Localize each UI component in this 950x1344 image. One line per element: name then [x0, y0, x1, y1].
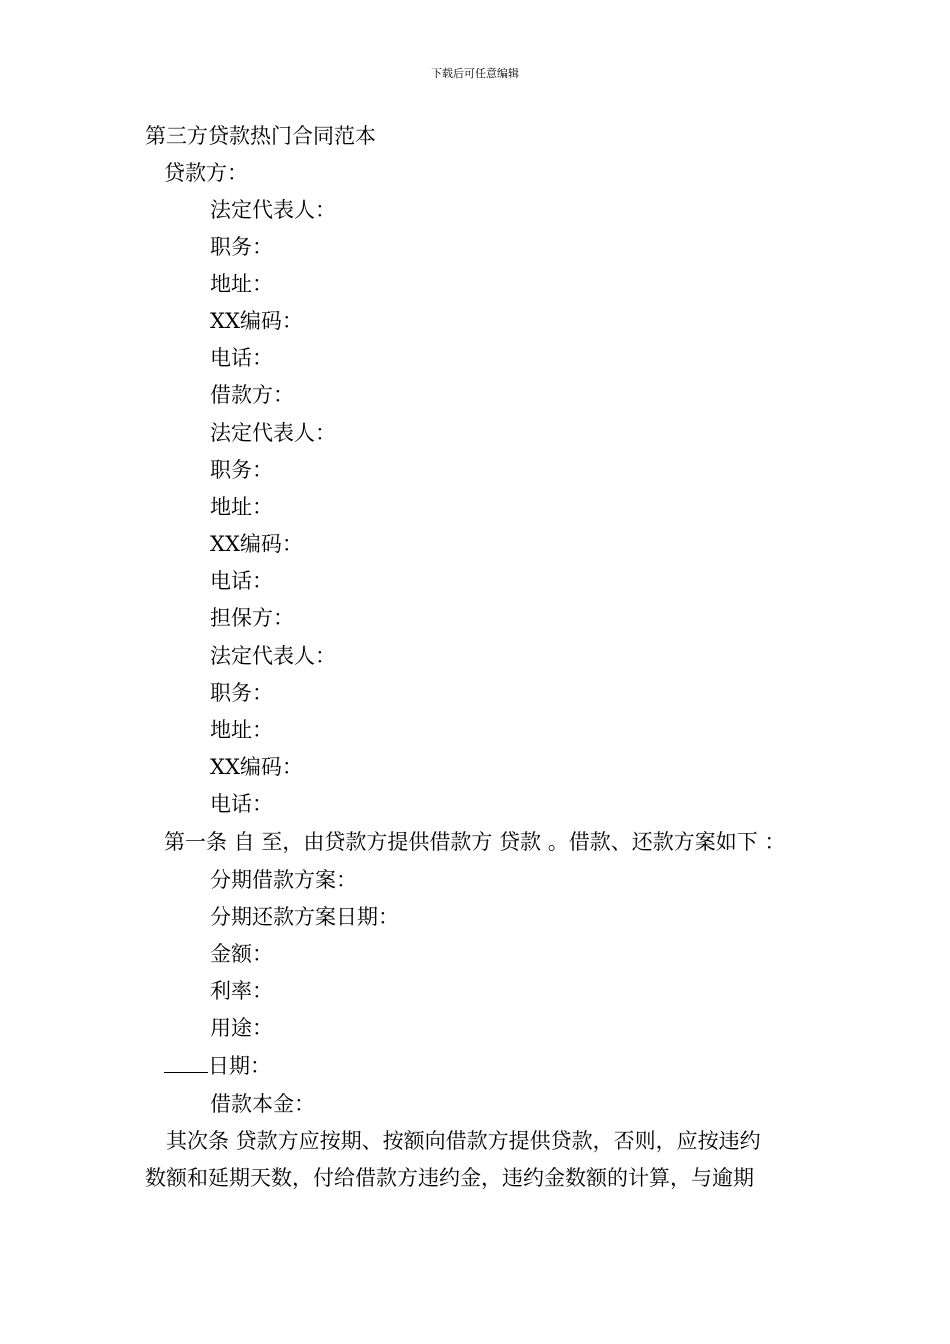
article-1-date-line — [164, 1052, 271, 1080]
borrower-representative: 法定代表人： — [210, 421, 336, 445]
blank-underline — [164, 1054, 208, 1073]
article-1-principal: 借款本金： — [210, 1092, 315, 1116]
guarantor-label: 担保方： — [210, 606, 294, 630]
article-1-amount: 金额： — [210, 942, 273, 966]
article-1-text: 第一条 自 至，由贷款方提供借款方 贷款 。借款、还款方案如下 ： — [164, 830, 786, 854]
guarantor-postcode: XX编码： — [210, 755, 303, 779]
borrower-position: 职务： — [210, 458, 273, 482]
guarantor-representative: 法定代表人： — [210, 644, 336, 668]
article-1-repayment-date: 分期还款方案日期： — [210, 905, 399, 929]
article-1-purpose: 用途： — [210, 1016, 273, 1040]
lender-representative: 法定代表人： — [210, 198, 336, 222]
guarantor-address: 地址： — [210, 718, 273, 742]
borrower-postcode: XX编码： — [210, 532, 303, 556]
guarantor-phone: 电话： — [210, 792, 273, 816]
article-1-interest-rate: 利率： — [210, 979, 273, 1003]
article-1-date-label: 日期： — [208, 1054, 271, 1078]
article-2-line-1: 其次条 贷款方应按期、按额向借款方提供贷款，否则，应按违约 — [166, 1129, 761, 1153]
borrower-address: 地址： — [210, 495, 273, 519]
lender-label: 贷款方： — [164, 161, 248, 185]
lender-postcode: XX编码： — [210, 309, 303, 333]
guarantor-position: 职务： — [210, 681, 273, 705]
borrower-phone: 电话： — [210, 569, 273, 593]
lender-position: 职务： — [210, 235, 273, 259]
document-title: 第三方贷款热门合同范本 — [145, 124, 376, 148]
lender-address: 地址： — [210, 272, 273, 296]
article-2-line-2: 数额和延期天数，付给借款方违约金，违约金数额的计算，与逾期 — [145, 1166, 754, 1190]
article-1-installment-plan: 分期借款方案： — [210, 868, 357, 892]
page-header-note: 下载后可任意编辑 — [431, 67, 519, 80]
borrower-label: 借款方： — [210, 383, 294, 407]
lender-phone: 电话： — [210, 346, 273, 370]
